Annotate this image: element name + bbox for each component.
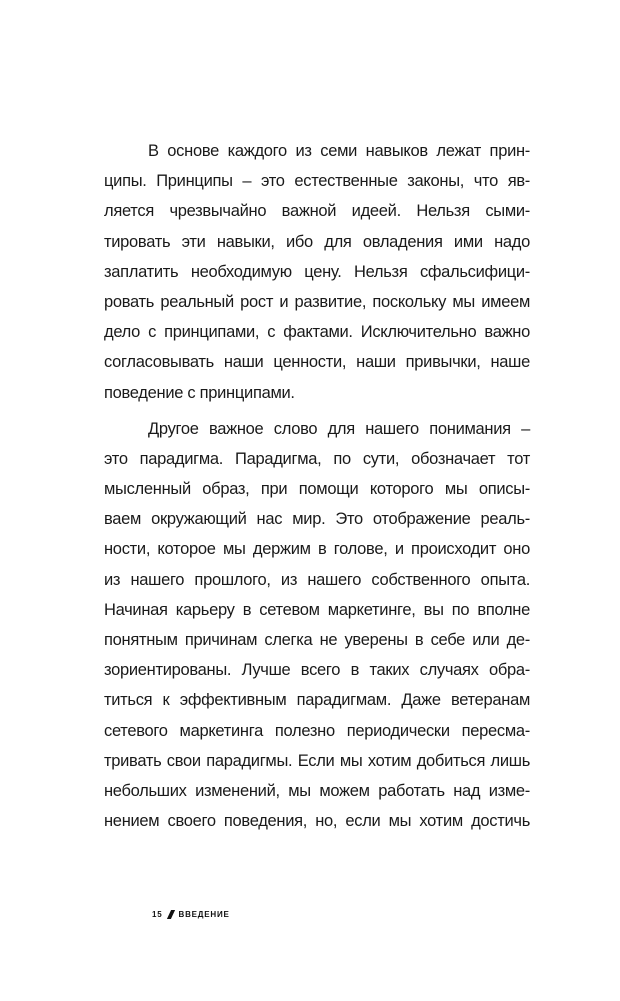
text-line: Другое важное слово для нашего понимания – bbox=[148, 419, 530, 438]
section-title: ВВЕДЕНИЕ bbox=[178, 910, 230, 919]
text-line: из нашего прошлого, из нашего собственного опыта. bbox=[104, 570, 530, 589]
text-line: заплатить необходимую цену. Нельзя сфальсифици- bbox=[104, 262, 530, 281]
text-line: дело с принципами, с фактами. Исключительно важно bbox=[104, 323, 530, 342]
text-line: мысленный образ, при помощи которого мы описы- bbox=[104, 480, 530, 499]
text-line: тривать свои парадигмы. Если мы хотим добиться лишь bbox=[104, 751, 530, 770]
text-line: Начиная карьеру в сетевом маркетинге, вы по вполне bbox=[104, 600, 530, 619]
text-line: ципы. Принципы – это естественные законы, что яв- bbox=[104, 172, 530, 191]
body-text bbox=[104, 136, 530, 842]
text-line: ляется чрезвычайно важной идеей. Нельзя сыми- bbox=[104, 202, 530, 221]
text-line: небольших изменений, мы можем работать над изме- bbox=[104, 781, 530, 800]
text-line: тировать эти навыки, ибо для овладения ими надо bbox=[104, 232, 530, 251]
paragraph bbox=[104, 136, 530, 408]
text-line: понятным причинам слегка не уверены в себе или де- bbox=[104, 631, 530, 649]
text-line: ности, которое мы держим в голове, и происходит оно bbox=[104, 540, 530, 559]
text-line: сетевого маркетинга полезно периодически пересма- bbox=[104, 721, 530, 740]
text-line: зориентированы. Лучше всего в таких случаях обра- bbox=[104, 661, 530, 680]
page-footer bbox=[152, 910, 230, 919]
text-line: ваем окружающий нас мир. Это отображение реаль- bbox=[104, 510, 530, 529]
text-line: это парадигма. Парадигма, по сути, обозначает тот bbox=[104, 449, 530, 468]
slash-divider-icon bbox=[166, 910, 174, 919]
text-line: согласовывать наши ценности, наши привычки, наше bbox=[104, 353, 530, 372]
text-line: поведение с принципами. bbox=[104, 383, 295, 402]
text-line: ровать реальный рост и развитие, поскольку мы имеем bbox=[104, 292, 530, 311]
text-line: нением своего поведения, но, если мы хотим достичь bbox=[104, 812, 530, 831]
paragraph bbox=[104, 414, 530, 837]
text-line: титься к эффективным парадигмам. Даже ветеранам bbox=[104, 691, 530, 710]
text-line: В основе каждого из семи навыков лежат прин- bbox=[148, 142, 530, 160]
page-number: 15 bbox=[152, 910, 163, 919]
